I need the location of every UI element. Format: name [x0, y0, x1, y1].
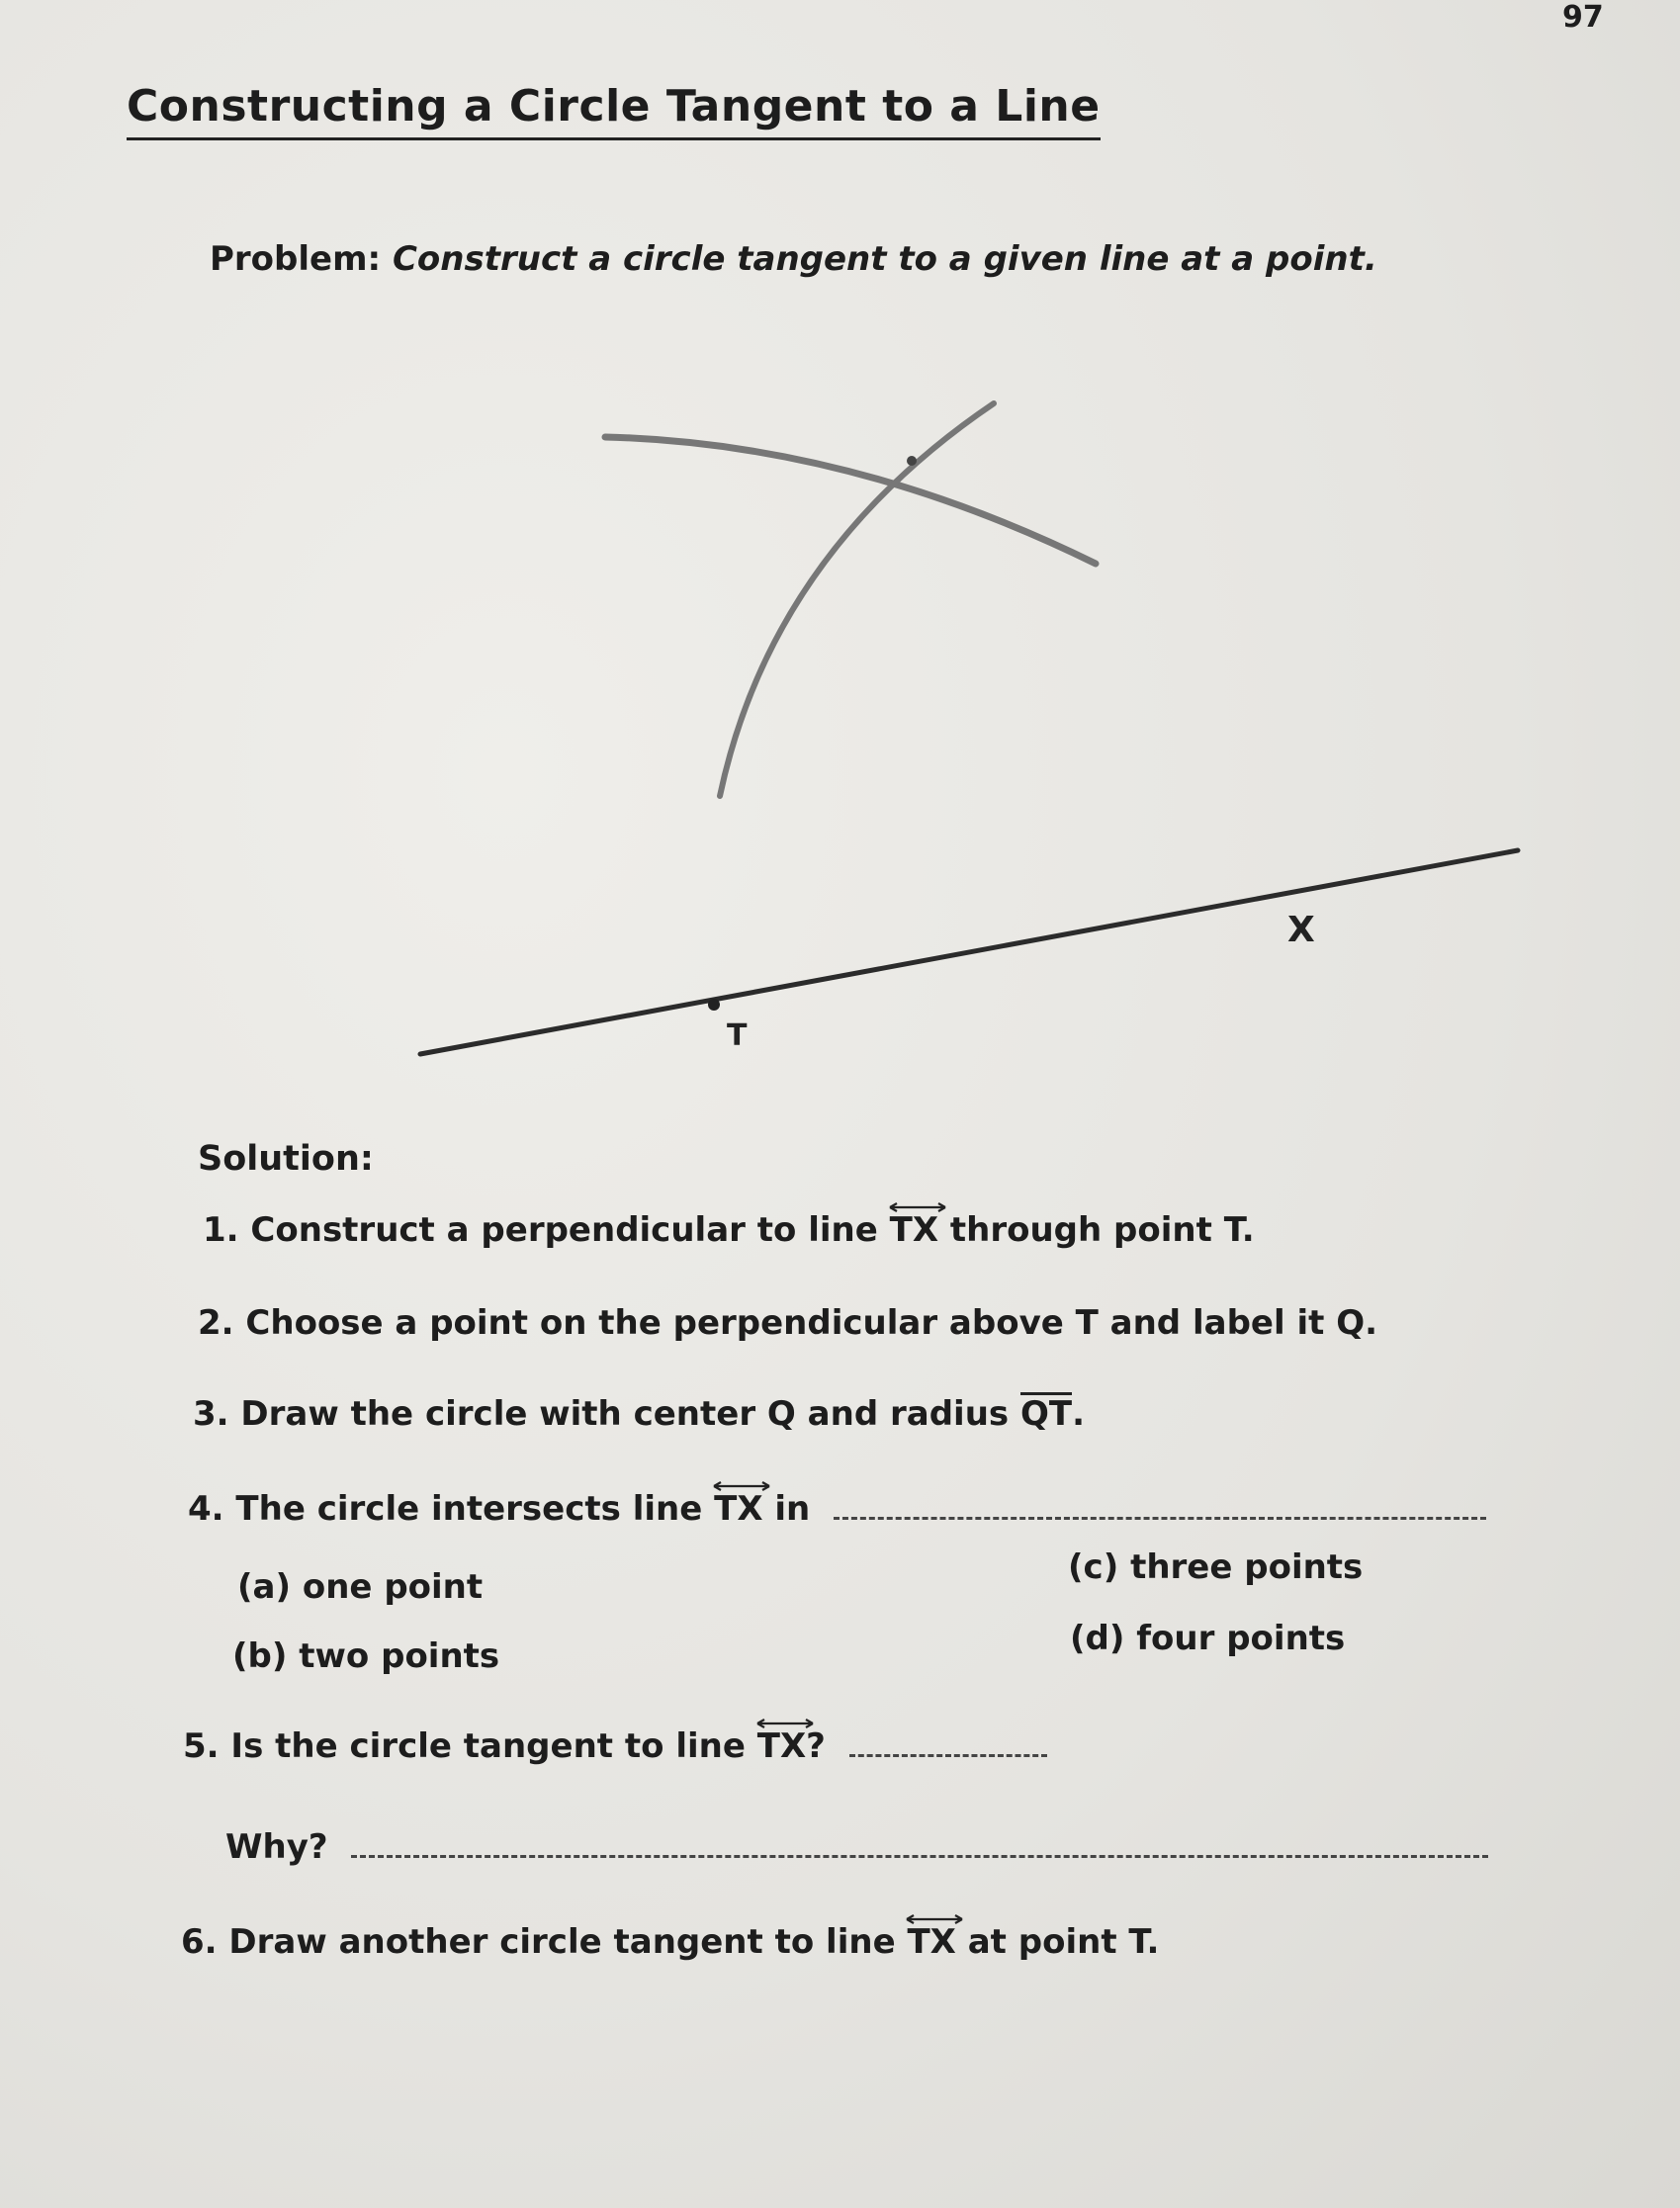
step-1: 1. Construct a perpendicular to line TX through point T. — [203, 1206, 1255, 1250]
line-tx — [420, 850, 1518, 1054]
arc-intersection-point — [907, 456, 917, 466]
upper-arc — [605, 437, 1096, 564]
line-tx-notation: TX — [907, 1918, 955, 1962]
step-4: 4. The circle intersects line TX in — [188, 1485, 1486, 1529]
point-x-label: X — [1287, 910, 1315, 950]
point-t-dot — [708, 999, 720, 1011]
segment-qt-notation: QT — [1020, 1394, 1073, 1434]
problem-text: Construct a circle tangent to a given line at a point. — [392, 239, 1377, 279]
step-5: 5. Is the circle tangent to line TX? — [183, 1722, 1047, 1766]
answer-blank-4[interactable] — [834, 1517, 1486, 1520]
line-tx-notation: TX — [890, 1206, 938, 1250]
lower-arc — [720, 403, 994, 796]
line-tx-notation: TX — [757, 1722, 806, 1766]
answer-blank-why[interactable] — [351, 1855, 1488, 1858]
page-number: 97 — [1562, 0, 1604, 35]
option-a: (a) one point — [237, 1567, 484, 1607]
problem-label: Problem: — [210, 239, 382, 279]
step-2: 2. Choose a point on the perpendicular above T and label it Q. — [198, 1303, 1378, 1343]
line-tx-notation: TX — [714, 1485, 762, 1529]
option-c: (c) three points — [1068, 1547, 1364, 1587]
answer-blank-5[interactable] — [849, 1754, 1047, 1757]
option-d: (d) four points — [1070, 1619, 1346, 1658]
solution-heading: Solution: — [198, 1139, 374, 1179]
step-6: 6. Draw another circle tangent to line TX at point T. — [181, 1918, 1159, 1962]
why-prompt: Why? — [225, 1827, 1488, 1867]
step-3: 3. Draw the circle with center Q and radius QT. — [193, 1394, 1086, 1434]
page-title: Constructing a Circle Tangent to a Line — [127, 81, 1101, 140]
option-b: (b) two points — [232, 1636, 500, 1676]
point-t-label: T — [727, 1018, 748, 1053]
